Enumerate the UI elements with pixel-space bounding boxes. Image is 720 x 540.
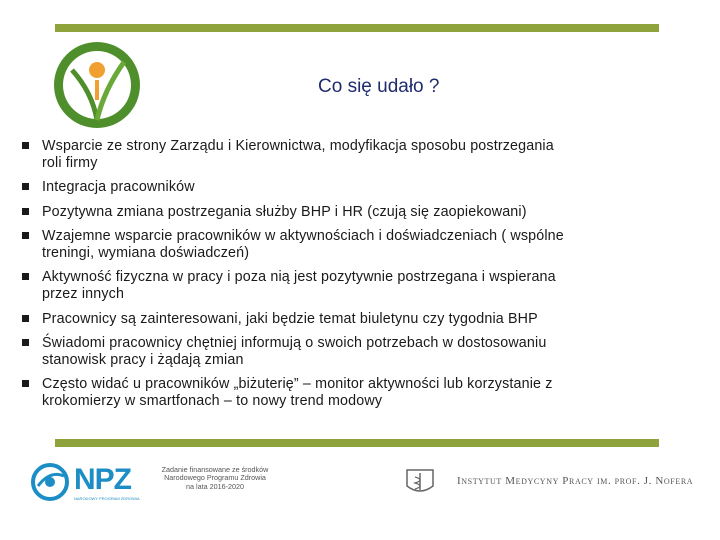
list-item: Wsparcie ze strony Zarządu i Kierownictwa, modyfikacja sposobu postrzegania roli firmy: [22, 138, 702, 172]
list-item: Pracownicy są zainteresowani, jaki będzie temat biuletynu czy tygodnia BHP: [22, 311, 702, 328]
top-accent-bar: [55, 24, 659, 32]
list-item: Świadomi pracownicy chętniej informują o swoich potrzebach w dostosowaniu stanowisk pracy i żądają zmian: [22, 335, 702, 369]
institute-logo-icon: [403, 468, 437, 496]
npz-logo-subtext: NARODOWY PROGRAM ZDROWIA: [74, 496, 140, 501]
bullet-list: [22, 138, 702, 418]
npz-logo-text: NPZ: [74, 463, 131, 496]
list-item: Aktywność fizyczna w pracy i poza nią jest pozytywnie postrzegana i wspierana przez innych: [22, 269, 702, 303]
program-logo: [52, 40, 142, 130]
bullet-square-icon: [22, 380, 29, 387]
bullet-square-icon: [22, 208, 29, 215]
list-item: Wzajemne wsparcie pracowników w aktywnościach i doświadczeniach ( wspólne treningi, wymiana doświadczeń): [22, 228, 702, 262]
bullet-square-icon: [22, 273, 29, 280]
bullet-square-icon: [22, 183, 29, 190]
list-item: Integracja pracowników: [22, 179, 702, 196]
list-item: Często widać u pracowników „biżuterię” – monitor aktywności lub korzystanie z krokomierzy w smartfonach – to nowy trend modowy: [22, 376, 702, 410]
institute-name: Instytut Medycyny Pracy im. prof. J. Nofera: [457, 475, 694, 487]
bottom-accent-bar: [55, 439, 659, 447]
funding-note: Zadanie finansowane ze środków Narodowego Programu Zdrowia na lata 2016-2020: [161, 465, 269, 491]
bullet-square-icon: [22, 142, 29, 149]
bullet-square-icon: [22, 339, 29, 346]
bullet-square-icon: [22, 232, 29, 239]
page-title: Co się udało ?: [318, 76, 440, 97]
bullet-square-icon: [22, 315, 29, 322]
list-item: Pozytywna zmiana postrzegania służby BHP i HR (czują się zaopiekowani): [22, 204, 702, 221]
